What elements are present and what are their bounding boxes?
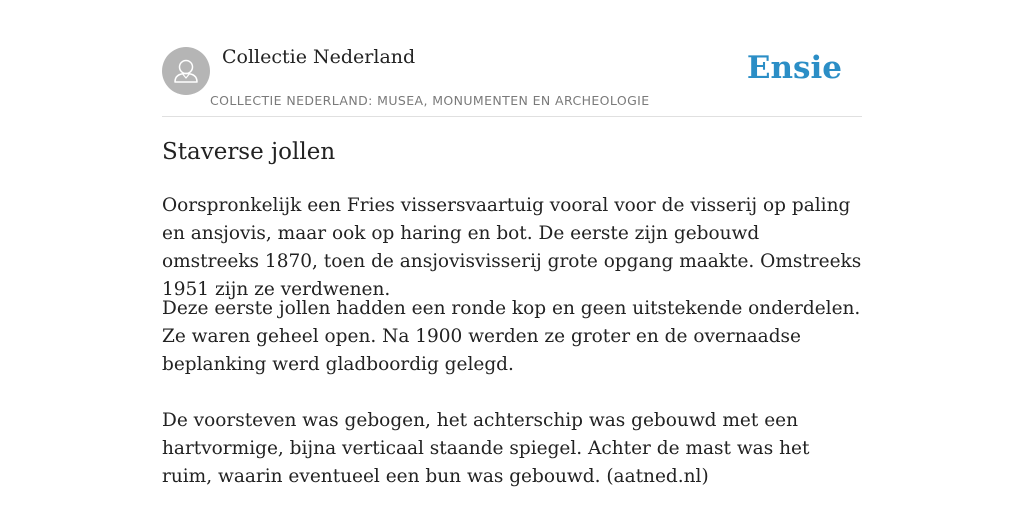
entry-page	[162, 0, 862, 487]
ensie-logo[interactable]: Ensie	[746, 50, 842, 86]
entry-paragraph-3: De voorsteven was gebogen, het achterschip was gebouwd met een hartvormige, bijna verticaal staande spiegel. Achter de mast was het ruim, waarin eventueel een bun was gebouwd. (aatned.nl)	[162, 410, 810, 487]
author-subtitle: COLLECTIE NEDERLAND: MUSEA, MONUMENTEN EN ARCHEOLOGIE	[210, 93, 650, 108]
author-avatar[interactable]	[162, 47, 210, 95]
entry-paragraph-2: Deze eerste jollen hadden een ronde kop en geen uitstekende onderdelen. Ze waren geheel open. Na 1900 werden ze groter en de overnaadse beplanking werd gladboordig gelegd.	[162, 298, 861, 375]
entry-paragraph-1: Oorspronkelijk een Fries vissersvaartuig vooral voor de visserij op paling en ansjovis, maar ook op haring en bot. De eerste zijn gebouwd omstreeks 1870, toen de ansjovisvisserij grote opgang maakte. Omstreeks 1951 zijn ze verdwenen.	[162, 195, 862, 300]
entry-title: Staverse jollen	[162, 139, 336, 165]
author-name-link[interactable]: Collectie Nederland	[222, 46, 416, 68]
user-icon	[162, 47, 210, 95]
entry-header	[162, 0, 862, 117]
